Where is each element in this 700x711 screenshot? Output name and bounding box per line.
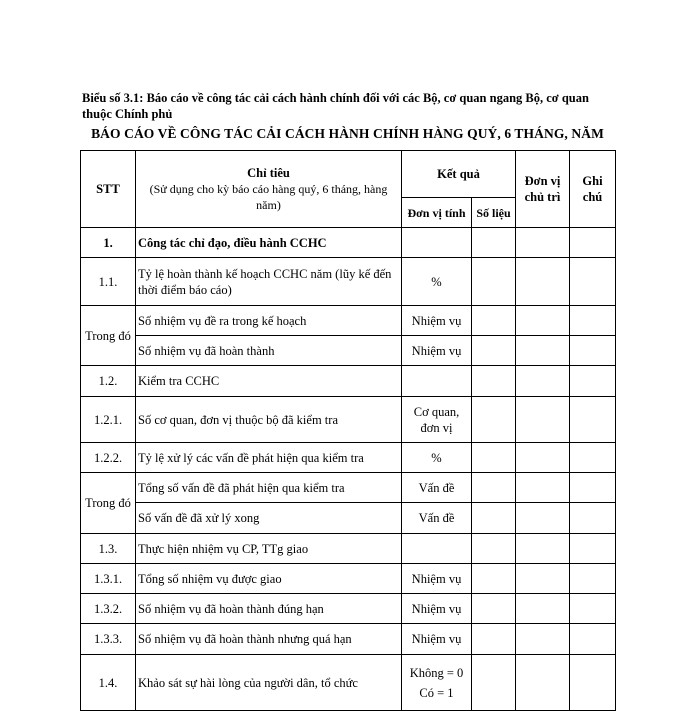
header-stt: STT	[81, 151, 136, 228]
form-caption: Biểu số 3.1: Báo cáo về công tác cải cách hành chính đối với các Bộ, cơ quan ngang Bộ, cơ quan thuộc Chính phủ	[82, 91, 589, 121]
row-unit-yes: Có = 1	[419, 685, 454, 700]
header-chi-tieu-label: Chỉ tiêu	[247, 166, 290, 180]
row-unit: Nhiệm vụ	[402, 594, 472, 624]
row-label: Số nhiệm vụ đã hoàn thành nhưng quá hạn	[136, 624, 402, 655]
row-unit	[402, 655, 472, 711]
table-row	[81, 306, 616, 336]
row-stt: 1.3.2.	[81, 594, 136, 624]
row-unit: Nhiệm vụ	[402, 564, 472, 594]
row-unit: Vấn đề	[402, 473, 472, 503]
row-unit-no: Không = 0	[409, 665, 464, 680]
header-row	[81, 151, 616, 198]
row-stt: 1.4.	[81, 655, 136, 711]
row-unit: Cơ quan, đơn vị	[402, 397, 472, 443]
row-label: Công tác chỉ đạo, điều hành CCHC	[136, 228, 402, 258]
row-stt: 1.	[81, 228, 136, 258]
header-ket-qua: Kết quả	[402, 151, 516, 198]
row-trong-do: Trong đó	[81, 473, 136, 534]
table-row	[81, 366, 616, 397]
table-row	[81, 473, 616, 503]
row-stt: 1.3.	[81, 534, 136, 564]
row-unit: %	[402, 443, 472, 473]
row-label: Số vấn đề đã xử lý xong	[136, 503, 402, 534]
row-stt: 1.2.1.	[81, 397, 136, 443]
row-unit: Nhiệm vụ	[402, 306, 472, 336]
row-label: Số nhiệm vụ đã hoàn thành	[136, 336, 402, 366]
row-stt: 1.3.1.	[81, 564, 136, 594]
row-label: Số nhiệm vụ đã hoàn thành đúng hạn	[136, 594, 402, 624]
table-row	[81, 443, 616, 473]
table-row	[81, 594, 616, 624]
row-label: Số cơ quan, đơn vị thuộc bộ đã kiểm tra	[136, 397, 402, 443]
row-stt: 1.2.	[81, 366, 136, 397]
table-row	[81, 534, 616, 564]
header-chi-tieu-note: (Sử dụng cho kỳ báo cáo hàng quý, 6 tháng, hàng năm)	[149, 182, 388, 212]
row-label: Khảo sát sự hài lòng của người dân, tổ chức	[136, 655, 402, 711]
row-unit: Nhiệm vụ	[402, 624, 472, 655]
row-label: Tổng số vấn đề đã phát hiện qua kiểm tra	[136, 473, 402, 503]
row-label: Thực hiện nhiệm vụ CP, TTg giao	[136, 534, 402, 564]
table-row	[81, 655, 616, 711]
table-row	[81, 564, 616, 594]
table-row	[81, 624, 616, 655]
header-don-vi-chu-tri: Đơn vị chủ trì	[516, 151, 570, 228]
table-row	[81, 228, 616, 258]
row-unit: Nhiệm vụ	[402, 336, 472, 366]
header-so-lieu: Số liệu	[472, 198, 516, 228]
row-label: Tỷ lệ hoàn thành kế hoạch CCHC năm (lũy kế đến thời điểm báo cáo)	[136, 258, 402, 306]
row-stt: 1.1.	[81, 258, 136, 306]
row-trong-do: Trong đó	[81, 306, 136, 366]
row-label: Tổng số nhiệm vụ được giao	[136, 564, 402, 594]
table-row	[81, 503, 616, 534]
row-label: Tỷ lệ xử lý các vấn đề phát hiện qua kiểm tra	[136, 443, 402, 473]
row-unit: Vấn đề	[402, 503, 472, 534]
row-stt: 1.3.3.	[81, 624, 136, 655]
header-ghi-chu: Ghi chú	[570, 151, 616, 228]
report-table	[80, 150, 616, 711]
table-row	[81, 336, 616, 366]
row-label: Số nhiệm vụ đề ra trong kế hoạch	[136, 306, 402, 336]
row-stt: 1.2.2.	[81, 443, 136, 473]
row-label: Kiểm tra CCHC	[136, 366, 402, 397]
row-unit: %	[402, 258, 472, 306]
header-don-vi-tinh: Đơn vị tính	[402, 198, 472, 228]
table-row	[81, 258, 616, 306]
header-chi-tieu	[136, 151, 402, 228]
table-row	[81, 397, 616, 443]
report-title: BÁO CÁO VỀ CÔNG TÁC CẢI CÁCH HÀNH CHÍNH HÀNG QUÝ, 6 THÁNG, NĂM	[91, 126, 604, 141]
